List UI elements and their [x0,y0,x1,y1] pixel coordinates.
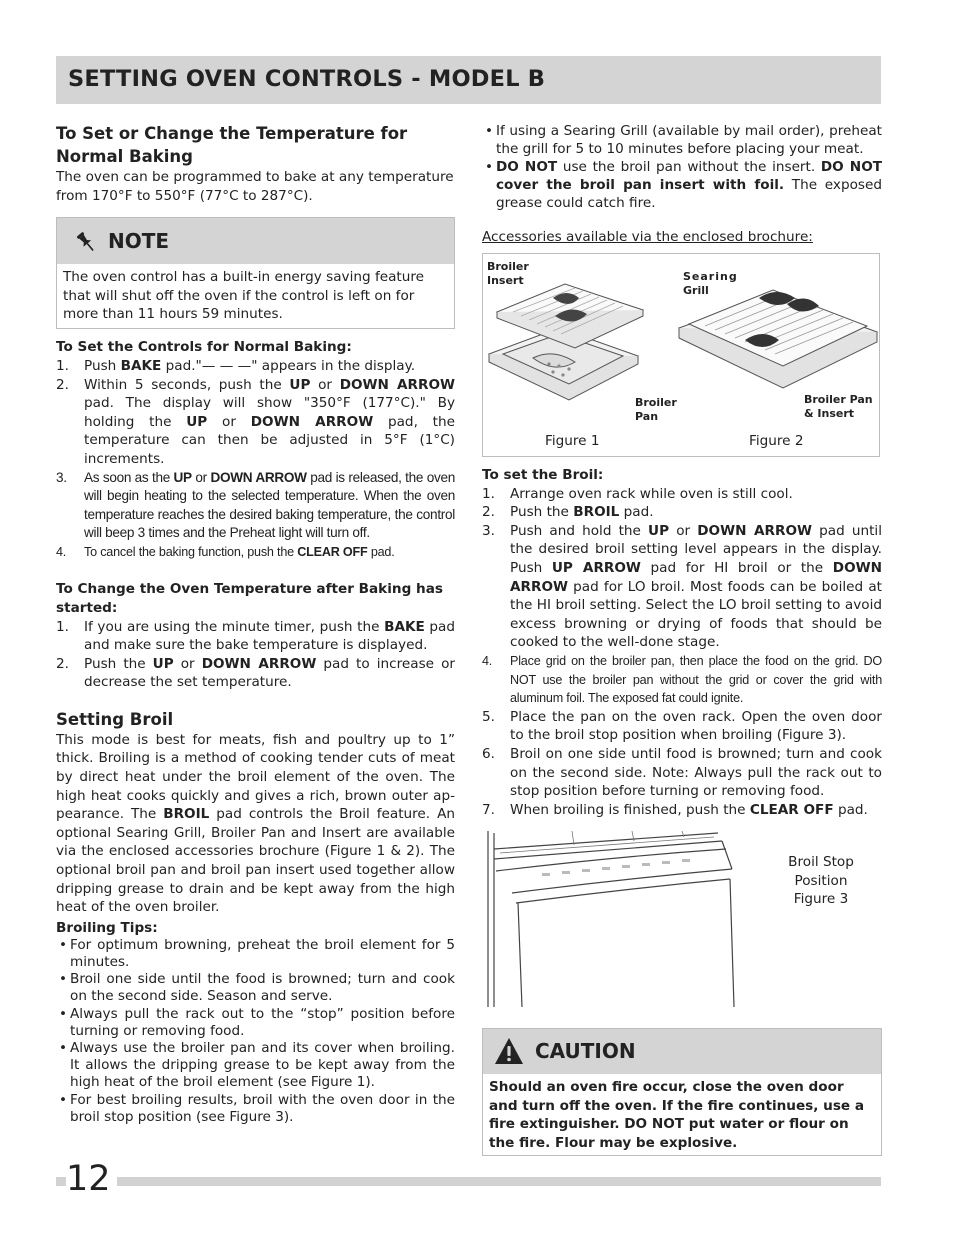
step-text: pad to increase or decrease the set temperature. [84,655,455,691]
step-text: pad."— — —" appears in the display. [161,357,416,374]
broil-stop-figure [482,831,882,1013]
bullet-dot: • [59,936,68,953]
list-item [482,801,882,820]
step-text: pad. The display will show "350°F (177°C)." By holding the [84,395,455,430]
set-broil-steps [482,485,882,820]
bullet-dot: • [59,1040,68,1057]
list-item [56,543,455,562]
note-header [57,218,454,264]
list-item [56,1006,455,1040]
label-searing-grill: Searing Grill [683,269,738,297]
figure-2-caption: Figure 2 [749,432,804,449]
step-keyword: UP [173,469,192,485]
step-text: pad until the desired broil setting level appears in the display. Push [510,522,882,576]
temperature-intro: The oven can be programmed to bake at any temperature from 170°F to 550°F (77°C to 287°C). [56,169,454,204]
step-number: 1. [56,357,69,374]
figure-1-caption: Figure 1 [545,432,600,449]
tip-text: For optimum browning, preheat the broil element for 5 minutes. [70,936,455,971]
step-text: Broil on one side until food is browned; turn and cook on the second side. Note: Always pull the rack out to stop position before turning or removing food. [510,745,882,800]
setting-broil-heading: Setting Broil [56,709,174,729]
step-number: 2. [482,504,495,521]
caption-line: Position [794,872,848,889]
step-text: If you are using the minute timer, push the [84,618,385,635]
caution-label: CAUTION [535,1039,636,1064]
step-keyword: BAKE [384,618,425,635]
bullet-dot: • [59,971,68,988]
tip-keyword: DO NOT [496,159,558,175]
list-item [56,937,455,971]
list-item [56,357,455,376]
page-header [56,56,881,104]
note-text: The oven control has a built-in energy saving feature that will shut off the oven if the control is left on for more than 11 hours 59 minutes. [63,269,425,323]
label-broiler-pan: Broiler Pan [635,395,677,423]
step-keyword: UP ARROW [551,559,641,576]
tip-text: If using a Searing Grill (available by mail order), preheat the grill for 5 to 10 minutes before placing your meat. [496,123,882,157]
list-item [482,745,882,801]
step-number: 1. [56,618,69,635]
step-number: 4. [56,544,67,559]
step-text: pad for LO broil. Most foods can be boiled at the HI broil setting. Select the LO broil setting to avoid excess browning or drying of foods that should be cooked to the well-done stage. [510,578,882,651]
broiling-tips-heading: Broiling Tips: [56,919,158,936]
list-item [482,522,882,652]
caution-box [482,1028,882,1155]
step-text: pad is released, the oven will begin heating to the selected temperature. When the oven temperature reaches the desired baking temperature, the control will beep 3 times and the Preheat light will turn off. [84,469,455,541]
step-keyword: DOWN ARROW [210,469,307,485]
label-broiler-insert: Broiler Insert [487,259,529,287]
step-text: To cancel the baking function, push the [84,544,298,559]
left-column [56,122,455,1126]
step-keyword: DOWN ARROW [250,413,374,430]
list-item [56,618,455,655]
list-item [482,122,882,158]
step-keyword: DOWN ARROW [697,522,813,539]
step-text: pad and make sure the bake temperature is displayed. [84,618,455,654]
bullet-dot: • [59,1091,68,1108]
step-keyword: BROIL [573,504,620,521]
step-number: 2. [56,655,69,672]
accessories-illustration [483,254,881,458]
step-text: or [173,655,202,672]
accessories-figure [482,253,880,457]
step-text: Push the [84,655,153,672]
step-text: pad. [367,544,395,559]
step-keyword: UP [648,522,670,539]
bullet-dot: • [59,1005,68,1022]
label-pan-insert: Broiler Pan & Insert [804,392,873,420]
step-text: pad for HI broil or the [640,559,833,576]
right-column [482,122,882,1156]
list-item [56,469,455,543]
step-number: 6. [482,745,495,762]
tip-text: Always use the broiler pan and its cover when broiling. It allows the dripping grease to be kept away from the high heat of the broil element (see Figure 1). [70,1040,455,1091]
caution-body [483,1074,881,1154]
tip-text: Always pull the rack out to the “stop” position before turning or removing food. [70,1005,455,1039]
step-text: pad, the temperature can then be adjusted in 5°F (1°C) increments. [84,413,455,467]
step-keyword: UP [152,655,174,672]
step-keyword: CLEAR OFF [297,544,368,559]
note-body [57,264,454,328]
broiling-tips-list [56,937,455,1126]
step-text: pad. [833,801,868,818]
grill-tips-list [482,122,882,212]
change-temp-steps [56,618,455,692]
step-number: 5. [482,708,495,725]
body-text: This mode is best for meats, fish and poultry up to 1” thick. Broiling is a method of cooking tender cuts of meat by direct heat under the broil element of the oven. The high heat cooks quickly and gives a rich, brown outer ap-pearance. The [56,731,455,823]
normal-baking-steps [56,357,455,562]
list-item [56,971,455,1005]
step-text: As soon as the [84,469,174,485]
body-text: pad controls the Broil feature. An optional Searing Grill, Broiler Pan and Insert are available via the enclosed accessories brochure (Figure 1 & 2). The optional broil pan and broil pan insert used together allow dripping grease to drain and be kept away from the high heat of the oven broiler. [56,806,455,916]
set-broil-heading: To set the Broil: [482,466,604,483]
body-keyword: BROIL [163,806,210,823]
footer-bar [56,1177,881,1186]
caption-line: Figure 3 [793,891,849,908]
step-keyword: DOWN ARROW [201,655,317,672]
step-text: pad. [619,504,654,521]
setting-broil-body [56,731,455,917]
step-text: or [669,522,698,539]
tip-text: use the broil pan without the insert. [557,159,821,175]
step-keyword: UP [186,413,208,430]
page-title: SETTING OVEN CONTROLS - MODEL B [68,66,546,92]
figure-3-caption [778,853,864,909]
bullet-dot: • [485,123,494,139]
step-text: When broiling is finished, push the [510,801,750,818]
step-keyword: BAKE [120,357,162,374]
tip-text: The exposed grease could catch fire. [496,177,882,211]
list-item [56,1040,455,1092]
list-item [56,1092,455,1126]
step-number: 3. [56,469,67,485]
step-text: Place grid on the broiler pan, then place the food on the grid. DO NOT use the broiler pan without the grid or cover the grid with aluminum foil. The exposed fat could ignite. [510,653,882,706]
step-keyword: CLEAR OFF [749,801,834,818]
accessories-heading: Accessories available via the enclosed brochure: [482,229,813,245]
step-keyword: DOWN ARROW [510,559,882,595]
step-text: or [310,376,340,393]
list-item [56,655,455,692]
step-keyword: DOWN ARROW [339,376,455,393]
note-label: NOTE [108,229,170,254]
list-item [482,503,882,522]
step-text: Push and hold the [510,522,649,539]
step-text: Place the pan on the oven rack. Open the oven door to the broil stop position when broiling (Figure 3). [510,708,882,744]
step-text: Push the [510,504,574,521]
change-temp-heading: To Change the Oven Temperature after Baking has started: [56,580,443,616]
bullet-dot: • [485,159,494,175]
step-number: 2. [56,376,69,393]
step-text: or [191,469,211,485]
temperature-heading: To Set or Change the Temperature for Normal Baking [56,124,408,166]
step-text: or [207,413,251,430]
step-text: Within 5 seconds, push the [84,376,290,393]
step-number: 1. [482,485,495,502]
oven-door-illustration [482,831,742,1013]
step-text: Arrange oven rack while oven is still cool. [510,485,793,502]
list-item [482,652,882,708]
note-box [56,217,455,329]
tip-text: Broil one side until the food is browned; turn and cook on the second side. Season and serve. [70,971,455,1005]
tip-text: For best broiling results, broil with the oven door in the broil stop position (see Figure 3). [70,1091,455,1125]
step-text: Push [84,357,121,374]
step-number: 3. [482,522,495,539]
step-number: 7. [482,801,495,818]
normal-baking-heading: To Set the Controls for Normal Baking: [56,338,352,355]
tip-keyword: DO NOT cover the broil pan insert with foil. [496,159,883,193]
step-keyword: UP [289,376,311,393]
page-number: 12 [66,1158,117,1200]
caption-line: Broil Stop [788,854,854,871]
pushpin-icon [74,230,98,260]
list-item [56,376,455,469]
list-item [482,708,882,745]
caution-text: Should an oven fire occur, close the oven door and turn off the oven. If the fire continues, use a fire extinguisher. DO NOT put water or flour on the fire. Flour may be explosive. [489,1079,865,1152]
list-item [482,158,882,212]
caution-header [483,1029,881,1074]
warning-icon [494,1037,524,1071]
list-item [482,485,882,504]
step-number: 4. [482,653,493,668]
